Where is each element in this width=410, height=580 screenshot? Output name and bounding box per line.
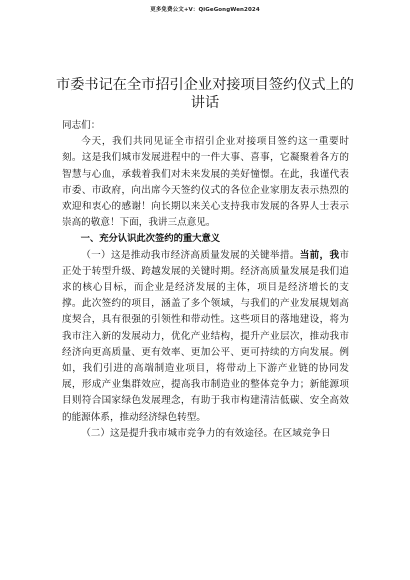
item-1-bold-phrase: 当前，我 — [299, 249, 340, 261]
intro-paragraph: 今天，我们共同见证全市招引企业对接项目签约这一重要时刻。这是我们城市发展进程中的一件大事、喜事，它凝聚着各方的智慧与心血，承载着我们对未来发展的美好憧憬。在此，我谨代表市委、市政府，向出席今天签约仪式的各位企业家朋友表示热烈的欢迎和衷心的感谢！向长期以来关心支持我市发展的各界人士表示崇高的敬意！下面，我讲三点意见。 — [62, 136, 349, 229]
item-1-paragraph — [62, 248, 349, 426]
document-body — [62, 118, 349, 442]
salutation: 同志们： — [62, 120, 101, 131]
item-1-lead: （一）这是推动我市经济高质量发展的关键举措。 — [81, 249, 300, 261]
watermark-text: 更多免费公文+V：QiGeGongWen2024 — [150, 7, 260, 13]
document-title: 市委书记在全市招引企业对接项目签约仪式上的讲话 — [56, 77, 354, 111]
section-heading: 一、充分认识此次签约的重大意义 — [80, 233, 221, 245]
item-1-body: 市正处于转型升级、跨越发展的关键时期。经济高质量发展是我们追求的核心目标，而企业是经济发展的主体，项目是经济增长的支撑。此次签约的项目，涵盖了多个领域，与我们的产业发展规划高度契合，具有很强的引领性和带动性。这些项目的落地建设，将为我市注入新的发展动力，优化产业结构，提升产业层次，推动我市经济向更高质量、更有效率、更加公平、更可持续的方向发展。例如，我们引进的高端制造业项目，将带动上下游产业链的协同发展，形成产业集群效应，提高我市制造业的整体竞争力；新能源项目则符合国家绿色发展理念，有助于我市构建清洁低碳、安全高效的能源体系，推动经济绿色转型。 — [62, 249, 350, 423]
item-2-paragraph: （二）这是提升我市城市竞争力的有效途径。在区域竞争日 — [81, 427, 331, 439]
